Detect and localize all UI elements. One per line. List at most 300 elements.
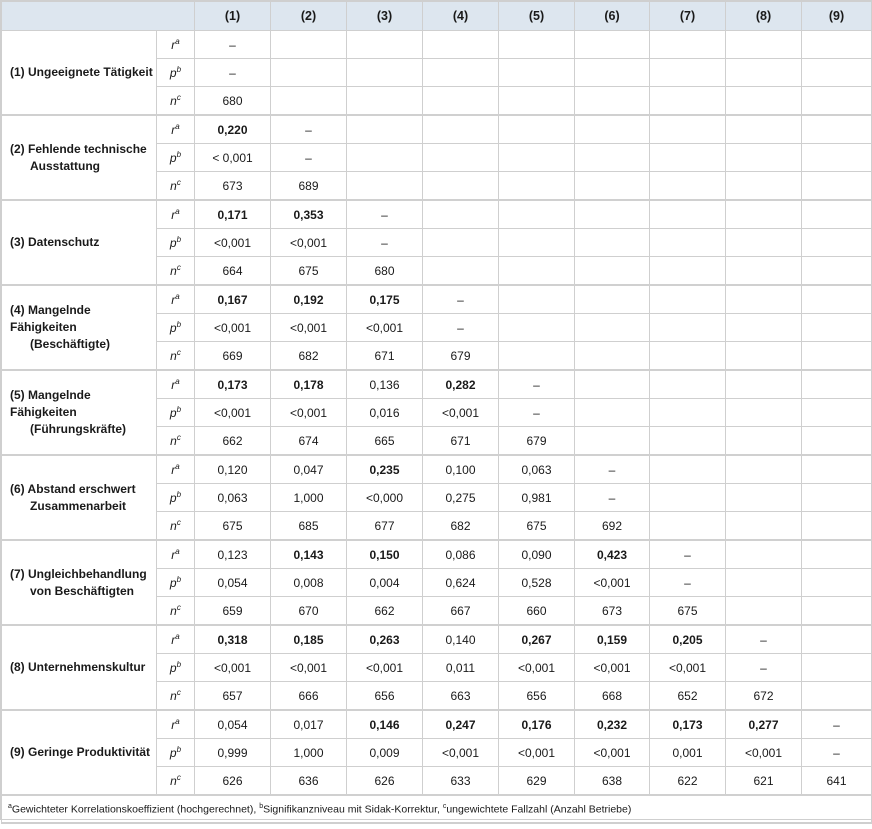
footnote-row [2,795,872,823]
column-header: (9) [802,2,872,31]
cell-r [575,370,650,399]
cell-p [802,59,872,87]
cell-r [802,455,872,484]
cell-r [726,115,802,144]
cell-p: <0,001 [271,399,347,427]
stat-label-n: $n^c$ [157,767,195,796]
variable-label [2,200,157,285]
cell-n: 680 [347,257,423,286]
cell-p: <0,001 [575,569,650,597]
cell-n [499,172,575,201]
column-header: (2) [271,2,347,31]
cell-r: 0,063 [499,455,575,484]
cell-p [726,569,802,597]
stat-label-p: $p^b$ [157,739,195,767]
cell-p [575,59,650,87]
table-row [2,115,872,144]
cell-n [347,172,423,201]
cell-n [650,257,726,286]
cell-r: 0,136 [347,370,423,399]
cell-r [726,455,802,484]
cell-r: 0,282 [423,370,499,399]
cell-n: 674 [271,427,347,456]
cell-n: 668 [575,682,650,711]
stat-label-p: $p^b$ [157,314,195,342]
cell-p: <0,001 [195,229,271,257]
table-row [2,370,872,399]
cell-p [802,144,872,172]
column-header: (6) [575,2,650,31]
cell-p [575,144,650,172]
cell-r: 0,220 [195,115,271,144]
cell-r: 0,176 [499,710,575,739]
cell-n: 675 [271,257,347,286]
cell-p: 0,016 [347,399,423,427]
variable-label-line1: (3) Datenschutz [10,235,100,249]
cell-p [650,229,726,257]
variable-label [2,285,157,370]
cell-p [802,399,872,427]
cell-r: 0,267 [499,625,575,654]
cell-r: 0,318 [195,625,271,654]
cell-p: <0,001 [347,314,423,342]
table-row [2,455,872,484]
cell-p: <0,000 [347,484,423,512]
cell-r: – [726,625,802,654]
cell-r: – [650,540,726,569]
variable-label-line1: (1) Ungeeignete Tätigkeit [10,65,153,79]
cell-p: 0,275 [423,484,499,512]
cell-n: 667 [423,597,499,626]
cell-n: 666 [271,682,347,711]
cell-r: 0,235 [347,455,423,484]
cell-n [499,257,575,286]
cell-n [802,597,872,626]
cell-n [726,597,802,626]
variable-label [2,625,157,710]
cell-n [802,87,872,116]
cell-n: 692 [575,512,650,541]
cell-r: 0,159 [575,625,650,654]
cell-p: <0,001 [271,654,347,682]
cell-r [575,31,650,59]
cell-r [726,370,802,399]
variable-label-line2: Zusammenarbeit [30,498,127,513]
cell-r: 0,247 [423,710,499,739]
cell-n: 671 [423,427,499,456]
cell-n: 679 [423,342,499,371]
cell-n: 677 [347,512,423,541]
cell-p: <0,001 [271,314,347,342]
stat-label-r: $r^a$ [157,455,195,484]
stat-label-p: $p^b$ [157,484,195,512]
cell-n: 638 [575,767,650,796]
cell-p: <0,001 [195,654,271,682]
cell-r: 0,090 [499,540,575,569]
cell-p: 0,981 [499,484,575,512]
cell-n [575,427,650,456]
column-header: (4) [423,2,499,31]
cell-r [802,200,872,229]
footnote: $^a$Gewichteter Korrelationskoeffizient (hochgerechnet), $^b$Signifikanzniveau mit Sidak-Korrektur, $^c$ungewichtete Fallzahl (Anzahl Betriebe) [2,795,872,823]
cell-n [726,87,802,116]
cell-n [650,342,726,371]
cell-p: – [575,484,650,512]
cell-p: <0,001 [650,654,726,682]
table-row [2,31,872,59]
cell-p [347,59,423,87]
cell-p [726,229,802,257]
cell-n: 682 [423,512,499,541]
cell-p [650,59,726,87]
cell-p: <0,001 [499,654,575,682]
cell-n [802,512,872,541]
cell-p [726,399,802,427]
cell-r: – [271,115,347,144]
cell-n: 670 [271,597,347,626]
cell-r [802,625,872,654]
cell-r: 0,277 [726,710,802,739]
variable-label [2,710,157,795]
cell-n: 675 [499,512,575,541]
cell-p [802,484,872,512]
cell-p: <0,001 [575,654,650,682]
cell-r [726,285,802,314]
variable-label-line2: (Führungskräfte) [30,422,126,436]
cell-p: 0,624 [423,569,499,597]
column-header: (7) [650,2,726,31]
cell-n: 682 [271,342,347,371]
cell-p [347,144,423,172]
variable-label [2,540,157,625]
cell-r [802,31,872,59]
cell-r: – [347,200,423,229]
cell-n: 685 [271,512,347,541]
variable-label [2,31,157,116]
cell-r: – [499,370,575,399]
cell-p: – [347,229,423,257]
cell-n: 641 [802,767,872,796]
cell-n: 675 [650,597,726,626]
variable-label-line1: (9) Geringe Produktivität [10,745,151,759]
variable-label-line1: (8) Unternehmenskultur [10,660,146,674]
header-blank [2,2,195,31]
cell-n [650,172,726,201]
cell-p [802,229,872,257]
column-header: (3) [347,2,423,31]
cell-r [499,200,575,229]
stat-label-r: $r^a$ [157,285,195,314]
cell-r: 0,178 [271,370,347,399]
cell-n [423,172,499,201]
variable-label-line2: von Beschäftigten [30,583,135,598]
cell-p [575,229,650,257]
cell-p: 0,011 [423,654,499,682]
cell-p [575,399,650,427]
cell-n: 657 [195,682,271,711]
cell-n: 680 [195,87,271,116]
stat-label-n: $n^c$ [157,87,195,116]
cell-p: 0,008 [271,569,347,597]
table-body [2,31,872,824]
table-row [2,710,872,739]
cell-r [802,370,872,399]
cell-p: <0,001 [423,399,499,427]
cell-r: 0,100 [423,455,499,484]
cell-n: 673 [575,597,650,626]
cell-r: 0,185 [271,625,347,654]
cell-p: 0,001 [650,739,726,767]
cell-r [802,285,872,314]
cell-p [499,314,575,342]
header-row [2,2,872,31]
cell-r: 0,167 [195,285,271,314]
cell-n: 672 [726,682,802,711]
cell-n [499,87,575,116]
stat-label-n: $n^c$ [157,427,195,456]
cell-n [423,87,499,116]
cell-n: 669 [195,342,271,371]
cell-n [726,512,802,541]
cell-n: 673 [195,172,271,201]
cell-n: 662 [195,427,271,456]
table-row [2,200,872,229]
cell-r: 0,140 [423,625,499,654]
cell-r: 0,263 [347,625,423,654]
cell-r [499,285,575,314]
cell-p: 0,054 [195,569,271,597]
cell-p: – [423,314,499,342]
cell-r [726,540,802,569]
column-header: (5) [499,2,575,31]
cell-r [650,285,726,314]
table-row [2,285,872,314]
stat-label-p: $p^b$ [157,569,195,597]
cell-p: 0,999 [195,739,271,767]
cell-p: <0,001 [271,229,347,257]
cell-p: 0,063 [195,484,271,512]
cell-r [347,115,423,144]
variable-label-line1: (6) Abstand erschwert [10,481,136,496]
column-header: (1) [195,2,271,31]
cell-n: 675 [195,512,271,541]
cell-p: – [499,399,575,427]
cell-p [802,569,872,597]
cell-p [802,314,872,342]
cell-n: 659 [195,597,271,626]
variable-label-line1: (4) Mangelnde Fähigkeiten [10,303,91,334]
cell-n: 663 [423,682,499,711]
stat-label-n: $n^c$ [157,597,195,626]
cell-p: 0,009 [347,739,423,767]
cell-p [802,654,872,682]
cell-n [802,342,872,371]
cell-p: <0,001 [195,314,271,342]
cell-r [575,285,650,314]
cell-n: 626 [347,767,423,796]
cell-r [575,200,650,229]
cell-n: 622 [650,767,726,796]
cell-p: – [726,654,802,682]
table-row [2,625,872,654]
cell-n [499,342,575,371]
cell-n: 621 [726,767,802,796]
variable-label [2,115,157,200]
cell-p [499,59,575,87]
stat-label-p: $p^b$ [157,59,195,87]
cell-r [650,31,726,59]
cell-p: 0,528 [499,569,575,597]
cell-p: <0,001 [726,739,802,767]
cell-r: – [195,31,271,59]
cell-n [802,682,872,711]
stat-label-p: $p^b$ [157,399,195,427]
cell-p [650,484,726,512]
variable-label-line1: (5) Mangelnde Fähigkeiten [10,388,91,419]
cell-n [575,172,650,201]
cell-n [347,87,423,116]
cell-n: 656 [499,682,575,711]
stat-label-r: $r^a$ [157,115,195,144]
stat-label-r: $r^a$ [157,200,195,229]
cell-n [650,87,726,116]
cell-p: 1,000 [271,739,347,767]
cell-r: 0,120 [195,455,271,484]
cell-r [650,115,726,144]
cell-n [726,427,802,456]
cell-n: 671 [347,342,423,371]
cell-p [271,59,347,87]
cell-n [726,342,802,371]
cell-r [499,31,575,59]
cell-r [499,115,575,144]
cell-r [423,115,499,144]
cell-n: 662 [347,597,423,626]
cell-r: 0,150 [347,540,423,569]
cell-r: 0,353 [271,200,347,229]
stat-label-n: $n^c$ [157,172,195,201]
cell-p [726,144,802,172]
cell-r: 0,017 [271,710,347,739]
cell-r: 0,232 [575,710,650,739]
cell-r: 0,173 [195,370,271,399]
cell-n: 656 [347,682,423,711]
cell-r [423,31,499,59]
stat-label-r: $r^a$ [157,625,195,654]
cell-r: 0,205 [650,625,726,654]
cell-p [575,314,650,342]
cell-r: 0,192 [271,285,347,314]
stat-label-n: $n^c$ [157,682,195,711]
cell-p [499,229,575,257]
cell-p [726,484,802,512]
stat-label-r: $r^a$ [157,31,195,59]
cell-p: <0,001 [575,739,650,767]
variable-label-line1: (2) Fehlende technische [10,141,147,156]
cell-r [271,31,347,59]
cell-n: 652 [650,682,726,711]
cell-n [802,427,872,456]
variable-label-line2: (Beschäftigte) [30,337,111,351]
cell-n: 665 [347,427,423,456]
cell-p: <0,001 [499,739,575,767]
cell-p: – [271,144,347,172]
cell-n: 660 [499,597,575,626]
cell-p [499,144,575,172]
cell-r: 0,171 [195,200,271,229]
cell-p: – [650,569,726,597]
cell-r [650,370,726,399]
correlation-table [1,1,872,824]
cell-n: 633 [423,767,499,796]
cell-r [575,115,650,144]
cell-p: – [195,59,271,87]
cell-n [575,342,650,371]
stat-label-r: $r^a$ [157,370,195,399]
cell-r [650,455,726,484]
cell-r: – [802,710,872,739]
column-header: (8) [726,2,802,31]
cell-r [802,540,872,569]
cell-p: <0,001 [347,654,423,682]
cell-r [802,115,872,144]
stat-label-n: $n^c$ [157,512,195,541]
cell-r: 0,054 [195,710,271,739]
cell-n [726,257,802,286]
cell-r: – [423,285,499,314]
stat-label-r: $r^a$ [157,540,195,569]
cell-r [726,31,802,59]
cell-n [575,257,650,286]
cell-r: 0,123 [195,540,271,569]
variable-label [2,370,157,455]
stat-label-p: $p^b$ [157,654,195,682]
stat-label-p: $p^b$ [157,229,195,257]
cell-n: 689 [271,172,347,201]
cell-r: 0,423 [575,540,650,569]
cell-p [423,229,499,257]
variable-label [2,455,157,540]
cell-r [726,200,802,229]
cell-n [802,172,872,201]
cell-n: 664 [195,257,271,286]
cell-p: <0,001 [195,399,271,427]
cell-n [575,87,650,116]
cell-r: 0,173 [650,710,726,739]
cell-r: – [575,455,650,484]
cell-p [726,314,802,342]
cell-r: 0,047 [271,455,347,484]
cell-p: <0,001 [423,739,499,767]
cell-p: < 0,001 [195,144,271,172]
cell-p: 0,004 [347,569,423,597]
cell-p: – [802,739,872,767]
cell-n: 636 [271,767,347,796]
cell-n: 629 [499,767,575,796]
variable-label-line2: Ausstattung [30,158,100,173]
cell-n [802,257,872,286]
cell-n: 679 [499,427,575,456]
cell-n [650,512,726,541]
cell-r [650,200,726,229]
stat-label-n: $n^c$ [157,257,195,286]
cell-n [271,87,347,116]
variable-label-line1: (7) Ungleichbehandlung [10,566,147,581]
cell-n [423,257,499,286]
cell-p [423,144,499,172]
cell-r: 0,086 [423,540,499,569]
cell-p [650,399,726,427]
